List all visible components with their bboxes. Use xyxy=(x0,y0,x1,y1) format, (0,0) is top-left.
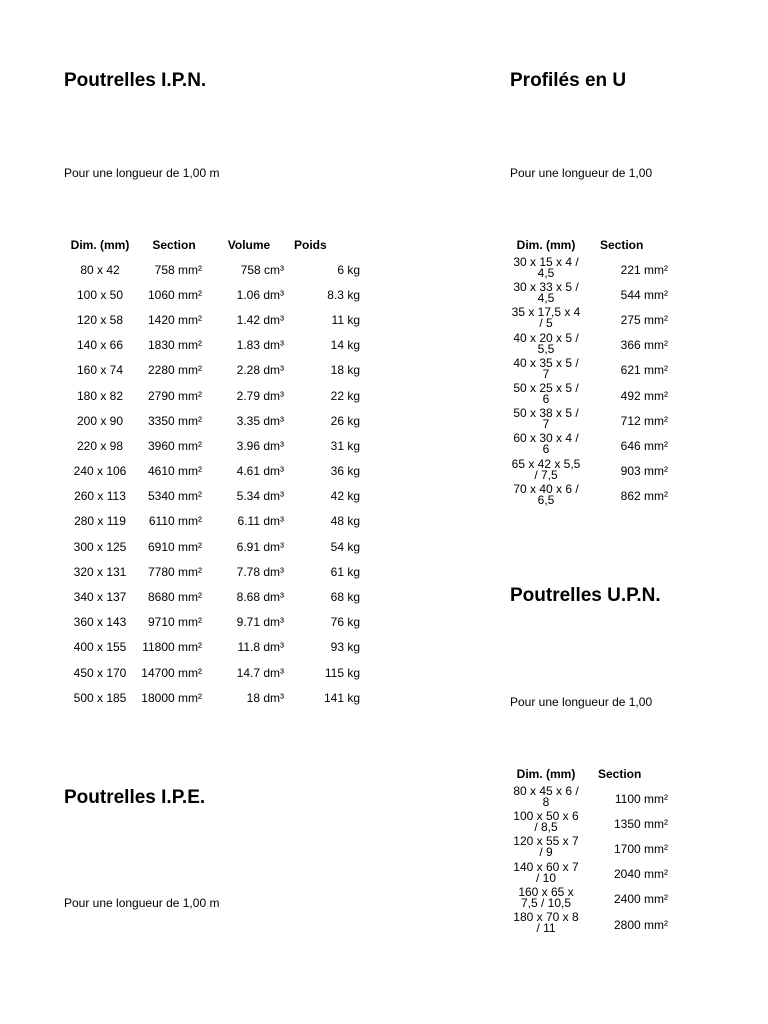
cell-dimension: 300 x 125 xyxy=(73,539,127,554)
table-row xyxy=(64,383,364,408)
table-row xyxy=(64,509,364,534)
profiles-u-length-note: Pour une longueur de 1,00 xyxy=(510,166,653,180)
cell-section: 2280 mm² xyxy=(147,363,202,378)
cell-volume: 11.8 dm³ xyxy=(237,640,284,655)
cell-dimension: 160 x 74 xyxy=(76,363,124,378)
cell-section: 18000 mm² xyxy=(141,690,202,705)
cell-section: 6110 mm² xyxy=(148,514,202,529)
dimension-text: 140 x 60 x 7 / 10 xyxy=(513,859,579,885)
cell-section: 1100 mm² xyxy=(614,791,668,806)
table-row xyxy=(510,836,670,861)
cell-volume: 14.7 dm³ xyxy=(236,665,284,680)
cell-weight: 115 kg xyxy=(324,665,360,680)
cell-section: 1700 mm² xyxy=(613,841,668,856)
cell-weight: 6 kg xyxy=(337,262,360,277)
cell-section: 3350 mm² xyxy=(147,413,202,428)
table-row xyxy=(510,484,670,509)
cell-section: 758 mm² xyxy=(154,262,202,277)
cell-weight: 11 kg xyxy=(331,312,360,327)
cell-section: 1350 mm² xyxy=(613,816,668,831)
table-row xyxy=(64,484,364,509)
ipn-length-note: Pour une longueur de 1,00 m xyxy=(64,166,220,180)
cell-volume: 18 dm³ xyxy=(246,690,284,705)
cell-dimension xyxy=(510,307,582,332)
cell-volume: 758 cm³ xyxy=(240,262,284,277)
cell-section: 1420 mm² xyxy=(147,312,202,327)
cell-section: 8680 mm² xyxy=(147,590,202,605)
cell-dimension: 260 x 113 xyxy=(74,489,126,504)
cell-weight: 93 kg xyxy=(330,640,360,655)
cell-section: 544 mm² xyxy=(620,287,668,302)
cell-weight: 8.3 kg xyxy=(327,287,360,302)
cell-dimension: 320 x 131 xyxy=(73,564,127,579)
dimension-text: 50 x 25 x 5 / 6 xyxy=(513,381,579,407)
table-row xyxy=(510,333,670,358)
cell-dimension: 200 x 90 xyxy=(76,413,124,428)
profiles-u-table-body xyxy=(510,257,670,509)
cell-dimension xyxy=(510,355,582,383)
ipn-header-dim: Dim. (mm) xyxy=(70,237,130,252)
cell-volume: 4.61 dm³ xyxy=(236,464,284,479)
dimension-text: 160 x 65 x 7,5 / 10,5 xyxy=(518,884,574,910)
upn-length-note: Pour une longueur de 1,00 xyxy=(510,695,653,709)
cell-dimension: 340 x 137 xyxy=(73,590,127,605)
profiles-u-title: Profilés en U xyxy=(510,70,627,91)
cell-dimension: 240 x 106 xyxy=(73,464,127,479)
cell-dimension: 220 x 98 xyxy=(76,438,124,453)
cell-weight: 48 kg xyxy=(330,514,360,529)
cell-section: 11800 mm² xyxy=(142,640,202,655)
cell-section: 5340 mm² xyxy=(147,489,202,504)
cell-dimension: 280 x 119 xyxy=(74,514,126,529)
cell-weight: 22 kg xyxy=(330,388,360,403)
profiles-u-header-section: Section xyxy=(600,237,644,252)
upn-header-dim: Dim. (mm) xyxy=(516,766,576,781)
profiles-u-header-row xyxy=(510,232,670,257)
cell-section: 7780 mm² xyxy=(147,564,202,579)
cell-dimension xyxy=(510,786,582,811)
dimension-text: 35 x 17,5 x 4 / 5 xyxy=(511,305,581,331)
cell-volume: 6.11 dm³ xyxy=(237,514,284,529)
table-row xyxy=(64,635,364,660)
cell-dimension xyxy=(510,330,582,358)
cell-section: 366 mm² xyxy=(620,338,668,353)
upn-table-body xyxy=(510,786,670,937)
table-row xyxy=(64,282,364,307)
cell-weight: 54 kg xyxy=(330,539,360,554)
cell-section: 3960 mm² xyxy=(147,438,202,453)
dimension-text: 100 x 50 x 6 / 8,5 xyxy=(513,809,579,835)
cell-volume: 1.83 dm³ xyxy=(236,338,284,353)
cell-section: 2790 mm² xyxy=(147,388,202,403)
table-row xyxy=(64,358,364,383)
cell-dimension: 450 x 170 xyxy=(73,665,127,680)
cell-volume: 1.06 dm³ xyxy=(236,287,284,302)
cell-weight: 14 kg xyxy=(330,338,360,353)
dimension-text: 120 x 55 x 7 / 9 xyxy=(513,834,579,860)
cell-volume: 7.78 dm³ xyxy=(236,564,284,579)
cell-volume: 2.28 dm³ xyxy=(236,363,284,378)
table-row xyxy=(510,307,670,332)
upn-table xyxy=(510,761,670,937)
cell-weight: 42 kg xyxy=(330,489,360,504)
table-row xyxy=(64,559,364,584)
upn-header-row xyxy=(510,761,670,786)
cell-volume: 3.35 dm³ xyxy=(236,413,284,428)
table-row xyxy=(510,912,670,937)
cell-dimension xyxy=(510,282,582,307)
cell-section: 1830 mm² xyxy=(147,338,202,353)
cell-dimension: 120 x 58 xyxy=(76,312,124,327)
profiles-u-table xyxy=(510,232,670,509)
table-row xyxy=(64,408,364,433)
ipn-table xyxy=(64,232,364,710)
table-row xyxy=(64,433,364,458)
table-row xyxy=(510,358,670,383)
cell-dimension xyxy=(510,408,582,433)
cell-volume: 2.79 dm³ xyxy=(236,388,284,403)
table-row xyxy=(64,307,364,332)
table-row xyxy=(64,333,364,358)
cell-weight: 26 kg xyxy=(330,413,360,428)
cell-section: 4610 mm² xyxy=(147,464,202,479)
table-row xyxy=(64,685,364,710)
table-row xyxy=(510,887,670,912)
cell-volume: 5.34 dm³ xyxy=(236,489,284,504)
dimension-text: 70 x 40 x 6 / 6,5 xyxy=(513,481,579,507)
ipn-table-header-row xyxy=(64,232,364,257)
dimension-text: 30 x 15 x 4 / 4,5 xyxy=(513,255,579,281)
dimension-text: 60 x 30 x 4 / 6 xyxy=(513,431,579,457)
profiles-u-header-dim: Dim. (mm) xyxy=(516,237,576,252)
cell-section: 621 mm² xyxy=(620,363,668,378)
table-row xyxy=(510,408,670,433)
cell-dimension xyxy=(510,257,582,282)
cell-section: 712 mm² xyxy=(620,413,668,428)
cell-dimension xyxy=(510,912,582,937)
upn-header-section: Section xyxy=(598,766,642,781)
cell-section: 646 mm² xyxy=(620,438,668,453)
dimension-text: 30 x 33 x 5 / 4,5 xyxy=(513,280,579,306)
dimension-text: 50 x 38 x 5 / 7 xyxy=(513,406,579,432)
cell-volume: 1.42 dm³ xyxy=(236,312,284,327)
dimension-text: 65 x 42 x 5,5 / 7,5 xyxy=(511,456,581,482)
ipe-title: Poutrelles I.P.E. xyxy=(64,787,206,808)
cell-section: 2400 mm² xyxy=(613,892,668,907)
cell-weight: 68 kg xyxy=(330,590,360,605)
cell-dimension xyxy=(510,811,582,836)
ipn-header-section: Section xyxy=(152,237,196,252)
table-row xyxy=(64,584,364,609)
cell-dimension: 80 x 42 xyxy=(80,262,120,277)
table-row xyxy=(510,862,670,887)
dimension-text: 80 x 45 x 6 / 8 xyxy=(513,784,579,810)
cell-section: 6910 mm² xyxy=(147,539,202,554)
table-row xyxy=(64,660,364,685)
cell-section: 862 mm² xyxy=(620,489,668,504)
cell-weight: 18 kg xyxy=(330,363,360,378)
cell-section: 221 mm² xyxy=(620,262,668,277)
ipn-table-body xyxy=(64,257,364,710)
table-row xyxy=(64,459,364,484)
cell-section: 2800 mm² xyxy=(613,917,668,932)
dimension-text: 40 x 20 x 5 / 5,5 xyxy=(513,330,579,356)
table-row xyxy=(510,811,670,836)
table-row xyxy=(510,459,670,484)
cell-dimension: 180 x 82 xyxy=(76,388,124,403)
cell-dimension xyxy=(510,481,582,509)
table-row xyxy=(510,786,670,811)
cell-weight: 31 kg xyxy=(330,438,360,453)
cell-dimension xyxy=(510,859,582,887)
right-column xyxy=(500,0,668,1024)
cell-dimension: 360 x 143 xyxy=(73,615,127,630)
cell-volume: 8.68 dm³ xyxy=(236,590,284,605)
cell-dimension: 400 x 155 xyxy=(73,640,127,655)
table-row xyxy=(510,383,670,408)
dimension-text: 40 x 35 x 5 / 7 xyxy=(513,355,579,381)
cell-volume: 9.71 dm³ xyxy=(236,615,284,630)
cell-dimension xyxy=(510,456,582,484)
table-row xyxy=(64,610,364,635)
cell-weight: 36 kg xyxy=(330,464,360,479)
cell-section: 903 mm² xyxy=(620,464,668,479)
cell-weight: 61 kg xyxy=(330,564,360,579)
upn-title: Poutrelles U.P.N. xyxy=(510,585,661,606)
cell-section: 2040 mm² xyxy=(613,867,668,882)
cell-dimension xyxy=(510,884,582,912)
cell-dimension: 500 x 185 xyxy=(73,690,127,705)
dimension-text: 180 x 70 x 8 / 11 xyxy=(513,910,579,936)
cell-section: 1060 mm² xyxy=(147,287,202,302)
table-row xyxy=(510,257,670,282)
cell-weight: 141 kg xyxy=(323,690,360,705)
ipe-length-note: Pour une longueur de 1,00 m xyxy=(64,896,220,910)
cell-section: 492 mm² xyxy=(620,388,668,403)
table-row xyxy=(64,257,364,282)
cell-volume: 6.91 dm³ xyxy=(236,539,284,554)
cell-dimension: 100 x 50 xyxy=(76,287,124,302)
cell-section: 275 mm² xyxy=(620,312,668,327)
cell-section: 14700 mm² xyxy=(141,665,202,680)
cell-volume: 3.96 dm³ xyxy=(236,438,284,453)
cell-dimension: 140 x 66 xyxy=(76,338,124,353)
table-row xyxy=(64,534,364,559)
cell-dimension xyxy=(510,383,582,408)
cell-dimension xyxy=(510,433,582,458)
cell-section: 9710 mm² xyxy=(147,615,202,630)
cell-dimension xyxy=(510,836,582,861)
table-row xyxy=(510,282,670,307)
ipn-title: Poutrelles I.P.N. xyxy=(64,70,207,91)
cell-weight: 76 kg xyxy=(330,615,360,630)
ipn-header-weight: Poids xyxy=(294,237,327,252)
ipn-header-volume: Volume xyxy=(227,237,271,252)
table-row xyxy=(510,433,670,458)
